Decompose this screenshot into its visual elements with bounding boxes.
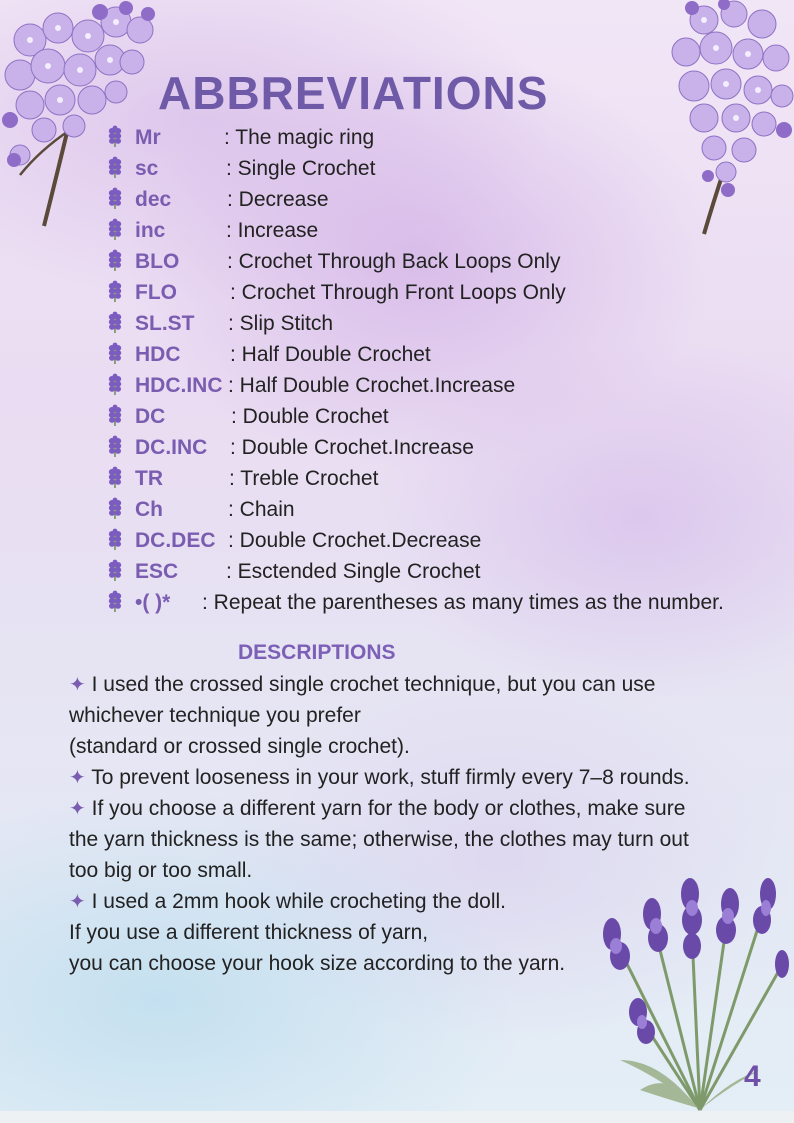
star-icon: ✦	[69, 798, 86, 820]
description-line	[69, 669, 690, 700]
description-text: whichever technique you prefer	[69, 704, 361, 727]
abbreviation-definition: : Double Crochet	[231, 405, 389, 428]
lavender-sprig-icon	[106, 466, 124, 490]
abbreviation-definition: : Crochet Through Front Loops Only	[230, 281, 566, 304]
abbreviation-key: sc	[135, 157, 159, 180]
description-text: (standard or crossed single crochet).	[69, 735, 410, 758]
description-line	[69, 886, 690, 917]
abbreviation-definition: : Treble Crochet	[229, 467, 379, 490]
page-title: ABBREVIATIONS	[158, 67, 549, 119]
abbreviation-definition: : Decrease	[227, 188, 329, 211]
abbreviation-definition: : Repeat the parentheses as many times as the number.	[202, 591, 724, 614]
abbreviation-definition: : Single Crochet	[226, 157, 376, 180]
lavender-sprig-icon	[106, 528, 124, 552]
lavender-sprig-icon	[106, 125, 124, 149]
lavender-sprig-icon	[106, 590, 124, 614]
description-line	[69, 700, 690, 731]
lavender-sprig-icon	[106, 497, 124, 521]
description-line	[69, 731, 690, 762]
lavender-sprig-icon	[106, 311, 124, 335]
description-text: To prevent looseness in your work, stuff firmly every 7–8 rounds.	[91, 766, 690, 789]
description-text: you can choose your hook size according to the yarn.	[69, 952, 566, 975]
abbreviation-key: BLO	[135, 250, 180, 273]
abbreviation-key: Mr	[135, 126, 161, 149]
description-line	[69, 762, 690, 793]
description-line	[69, 855, 690, 886]
description-text: I used the crossed single crochet technique, but you can use	[91, 673, 656, 696]
star-icon: ✦	[69, 674, 86, 696]
star-icon: ✦	[69, 767, 86, 789]
description-line	[69, 917, 690, 948]
abbreviation-definition: : Slip Stitch	[228, 312, 334, 335]
abbreviation-definition: : Crochet Through Back Loops Only	[227, 250, 561, 273]
page-number: 4	[744, 1060, 761, 1093]
abbreviation-key: SL.ST	[135, 312, 195, 335]
description-line	[69, 824, 690, 855]
abbreviation-key: DC	[135, 405, 166, 428]
abbreviation-definition: : Chain	[228, 498, 295, 521]
abbreviation-key: DC.DEC	[135, 529, 216, 552]
abbreviation-key: HDC	[135, 343, 181, 366]
abbreviation-key: inc	[135, 219, 166, 242]
lavender-sprig-icon	[106, 373, 124, 397]
abbreviation-key: ESC	[135, 560, 179, 583]
abbreviation-definition: : Esctended Single Crochet	[226, 560, 481, 583]
abbreviation-key: HDC.INC	[135, 374, 223, 397]
lavender-sprig-icon	[106, 156, 124, 180]
abbreviation-key: DC.INC	[135, 436, 208, 459]
lavender-sprig-icon	[106, 404, 124, 428]
lavender-sprig-icon	[106, 249, 124, 273]
lavender-sprig-icon	[106, 559, 124, 583]
abbreviation-key: Ch	[135, 498, 163, 521]
description-text: the yarn thickness is the same; otherwise, the clothes may turn out	[69, 828, 689, 851]
abbreviation-definition: : Increase	[226, 219, 319, 242]
lavender-sprig-icon	[106, 280, 124, 304]
abbreviation-definition: : Half Double Crochet.Increase	[228, 374, 516, 397]
abbreviation-key: dec	[135, 188, 172, 211]
abbreviation-definition: : Double Crochet.Increase	[230, 436, 474, 459]
abbreviation-key: •( )*	[135, 591, 171, 614]
description-line	[69, 793, 690, 824]
description-text: If you use a different thickness of yarn,	[69, 921, 429, 944]
descriptions-heading: DESCRIPTIONS	[238, 641, 396, 664]
lavender-sprig-icon	[106, 187, 124, 211]
lavender-sprig-icon	[106, 218, 124, 242]
abbreviation-key: TR	[135, 467, 163, 490]
abbreviation-definition: : Double Crochet.Decrease	[228, 529, 482, 552]
lavender-sprig-icon	[106, 435, 124, 459]
abbreviation-key: FLO	[135, 281, 177, 304]
description-line	[69, 948, 690, 979]
description-text: I used a 2mm hook while crocheting the doll.	[91, 890, 507, 913]
lilac-decoration-top-right	[664, 0, 794, 240]
description-text: too big or too small.	[69, 859, 253, 882]
lavender-sprig-icon	[106, 342, 124, 366]
abbreviation-definition: : Half Double Crochet	[230, 343, 431, 366]
star-icon: ✦	[69, 891, 86, 913]
abbreviation-definition: : The magic ring	[224, 126, 375, 149]
descriptions-body	[69, 669, 690, 979]
description-text: If you choose a different yarn for the body or clothes, make sure	[91, 797, 686, 820]
